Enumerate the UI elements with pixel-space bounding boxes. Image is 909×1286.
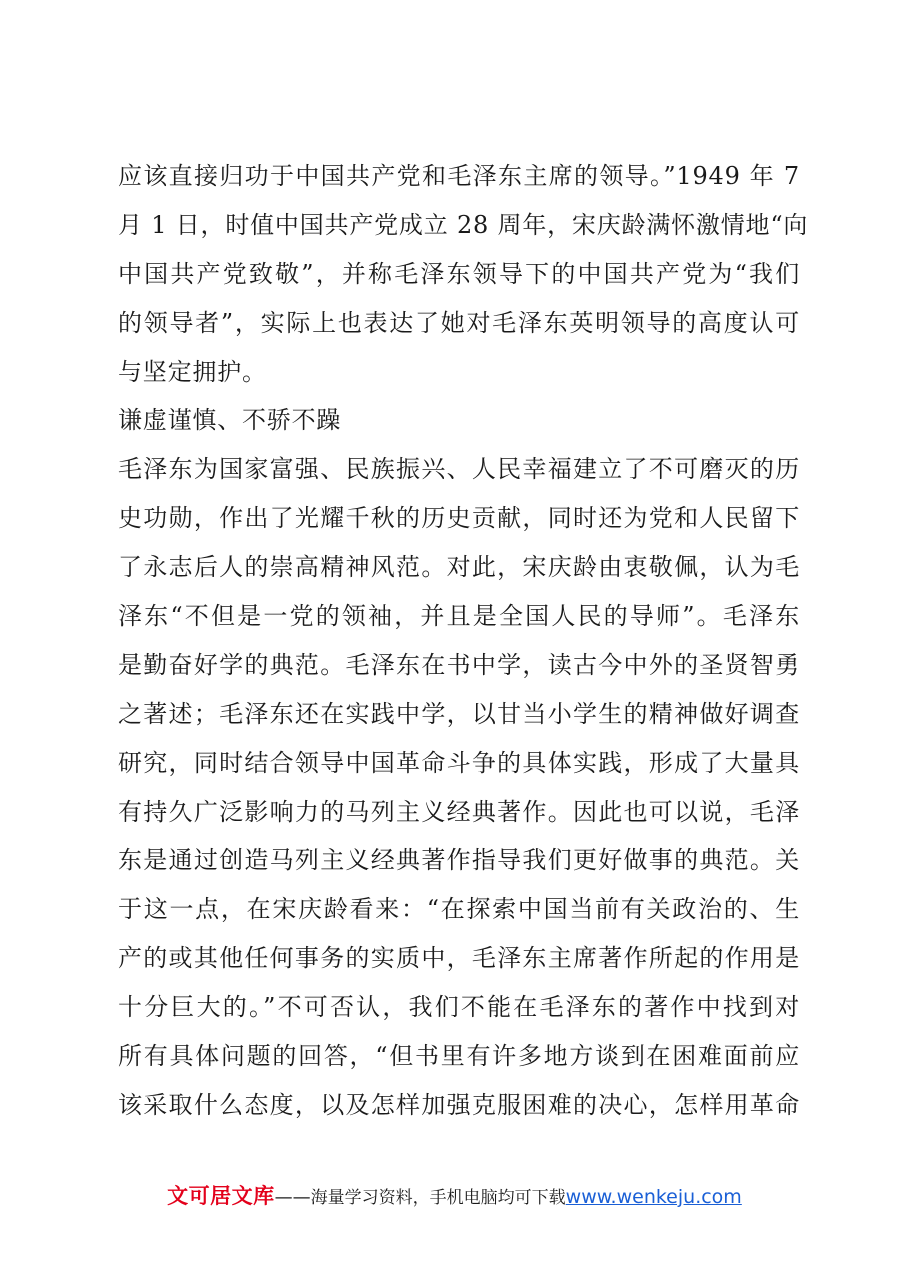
- text-line: 研究，同时结合领导中国革命斗争的具体实践，形成了大量具: [118, 748, 800, 777]
- footer-link[interactable]: www.wenkeju.com: [565, 1186, 742, 1208]
- text-line: 中国共产党致敬”，并称毛泽东领导下的中国共产党为“我们: [118, 259, 800, 288]
- text-line: 月 1 日，时值中国共产党成立 28 周年，宋庆龄满怀激情地“向: [118, 210, 809, 239]
- text-line: 毛泽东为国家富强、民族振兴、人民幸福建立了不可磨灭的历: [118, 455, 800, 484]
- text-line: 该采取什么态度，以及怎样加强克服困难的决心，怎样用革命: [118, 1090, 800, 1119]
- text-line: 了永志后人的崇高精神风范。对此，宋庆龄由衷敬佩，认为毛: [118, 553, 800, 582]
- text-line: 产的或其他任何事务的实质中，毛泽东主席著作所起的作用是: [118, 944, 800, 973]
- text-line: 是勤奋好学的典范。毛泽东在书中学，读古今中外的圣贤智勇: [118, 650, 800, 679]
- text-line: 所有具体问题的回答，“但书里有许多地方谈到在困难面前应: [118, 1042, 800, 1071]
- text-line: 有持久广泛影响力的马列主义经典著作。因此也可以说，毛泽: [118, 797, 800, 826]
- footer-tagline: 海量学习资料，手机电脑均可下载: [310, 1188, 566, 1208]
- text-line: 于这一点，在宋庆龄看来：“在探索中国当前有关政治的、生: [118, 895, 800, 924]
- body-text: [118, 152, 809, 1130]
- text-line: 之著述；毛泽东还在实践中学，以甘当小学生的精神做好调查: [118, 699, 800, 728]
- text-line: 史功勋，作出了光耀千秋的历史贡献，同时还为党和人民留下: [118, 504, 800, 533]
- text-line: 的领导者”，实际上也表达了她对毛泽东英明领导的高度认可: [118, 308, 800, 337]
- footer-banner: [0, 1182, 909, 1212]
- text-line: 与坚定拥护。: [118, 357, 267, 386]
- footer-brand: 文可居文库: [167, 1184, 275, 1208]
- text-line: 十分巨大的。”不可否认，我们不能在毛泽东的著作中找到对: [118, 993, 800, 1022]
- section-heading: 谦虚谨慎、不骄不躁: [118, 406, 342, 435]
- text-line: 泽东“不但是一党的领袖，并且是全国人民的导师”。毛泽东: [118, 602, 800, 631]
- text-line: 应该直接归功于中国共产党和毛泽东主席的领导。”1949 年 7: [118, 162, 800, 190]
- text-line: 东是通过创造马列主义经典著作指导我们更好做事的典范。关: [118, 846, 800, 875]
- footer-dash: ——: [274, 1187, 311, 1208]
